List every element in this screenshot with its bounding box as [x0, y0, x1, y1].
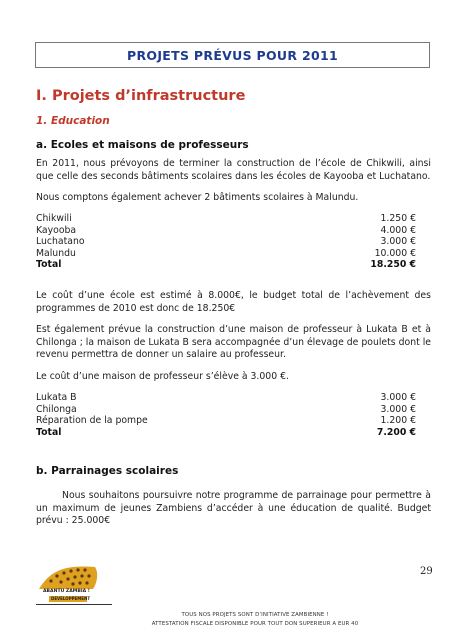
row-label: Lukata B [36, 392, 77, 403]
footer-divider [36, 604, 112, 605]
row-label: Malundu [36, 247, 76, 259]
paragraph-5: Le coût d’une maison de professeur s’élève à 3.000 €. [36, 371, 289, 382]
paragraph-4: Est également prévue la construction d’une maison de professeur à Lukata B et à Chilonga ; la maison de Lukata B sera accompagnée d’un élevage de poulets dont le revenu permettra de donner un salaire au professeur. [36, 324, 431, 361]
paragraph-1: En 2011, nous prévoyons de terminer la construction de l’école de Chikwili, ainsi que celle des seconds bâtiments scolaires dans les écoles de Kayooba et Luchatano. [36, 158, 431, 182]
row-label: Luchatano [36, 236, 85, 248]
logo-subtext: DEVELOPPEMENT [51, 596, 91, 601]
table-total-row [36, 427, 416, 439]
section-heading: I. Projets d’infrastructure [36, 88, 246, 104]
row-value: 3.000 € [380, 392, 416, 403]
row-label: Chikwili [36, 213, 72, 224]
row-value: 1.200 € [380, 415, 416, 427]
logo-text: ABANTU ZAMBIA ! [43, 589, 90, 594]
row-label: Réparation de la pompe [36, 415, 148, 427]
organization-logo [37, 563, 109, 603]
row-value: 4.000 € [380, 224, 416, 236]
subsection-heading: 1. Education [36, 115, 110, 127]
budget-table-houses [36, 392, 416, 438]
page-number: 29 [420, 566, 433, 577]
page-title-box [35, 42, 430, 68]
paragraph-2: Nous comptons également achever 2 bâtiments scolaires à Malundu. [36, 192, 359, 203]
table-row [36, 236, 416, 248]
table-row [36, 213, 416, 225]
page-title: PROJETS PRÉVUS POUR 2011 [127, 47, 338, 63]
paragraph-6: Nous souhaitons poursuivre notre programme de parrainage pour permettre à un maximum de jeunes Zambiens d’accéder à une éducation de qualité. Budget prévu : 25.000€ [36, 490, 431, 527]
table-row [36, 225, 416, 237]
sub-heading-a: a. Ecoles et maisons de professeurs [36, 139, 249, 151]
paragraph-3: Le coût d’une école est estimé à 8.000€, le budget total de l’achèvement des programmes de 2010 est donc de 18.250€ [36, 290, 431, 314]
row-label: Kayooba [36, 224, 77, 236]
total-label: Total [36, 259, 62, 271]
table-row [36, 248, 416, 260]
table-row [36, 404, 416, 416]
row-value: 10.000 € [374, 247, 416, 259]
table-total-row [36, 259, 416, 271]
total-label: Total [36, 426, 62, 438]
table-row [36, 415, 416, 427]
sub-heading-b: b. Parrainages scolaires [36, 465, 179, 477]
row-label: Chilonga [36, 403, 77, 415]
row-value: 3.000 € [380, 403, 416, 415]
row-value: 3.000 € [380, 236, 416, 248]
row-value: 1.250 € [380, 213, 416, 224]
total-value: 18.250 € [370, 259, 416, 271]
budget-table-schools [36, 213, 416, 271]
footer-line-2: ATTESTATION FISCALE DISPONIBLE POUR TOUT DON SUPERIEUR A EUR 40 [151, 621, 359, 627]
table-row [36, 392, 416, 404]
footer-line-1: TOUS NOS PROJETS SONT D’INITIATIVE ZAMBIENNE ! [181, 612, 329, 618]
total-value: 7.200 € [376, 426, 416, 438]
